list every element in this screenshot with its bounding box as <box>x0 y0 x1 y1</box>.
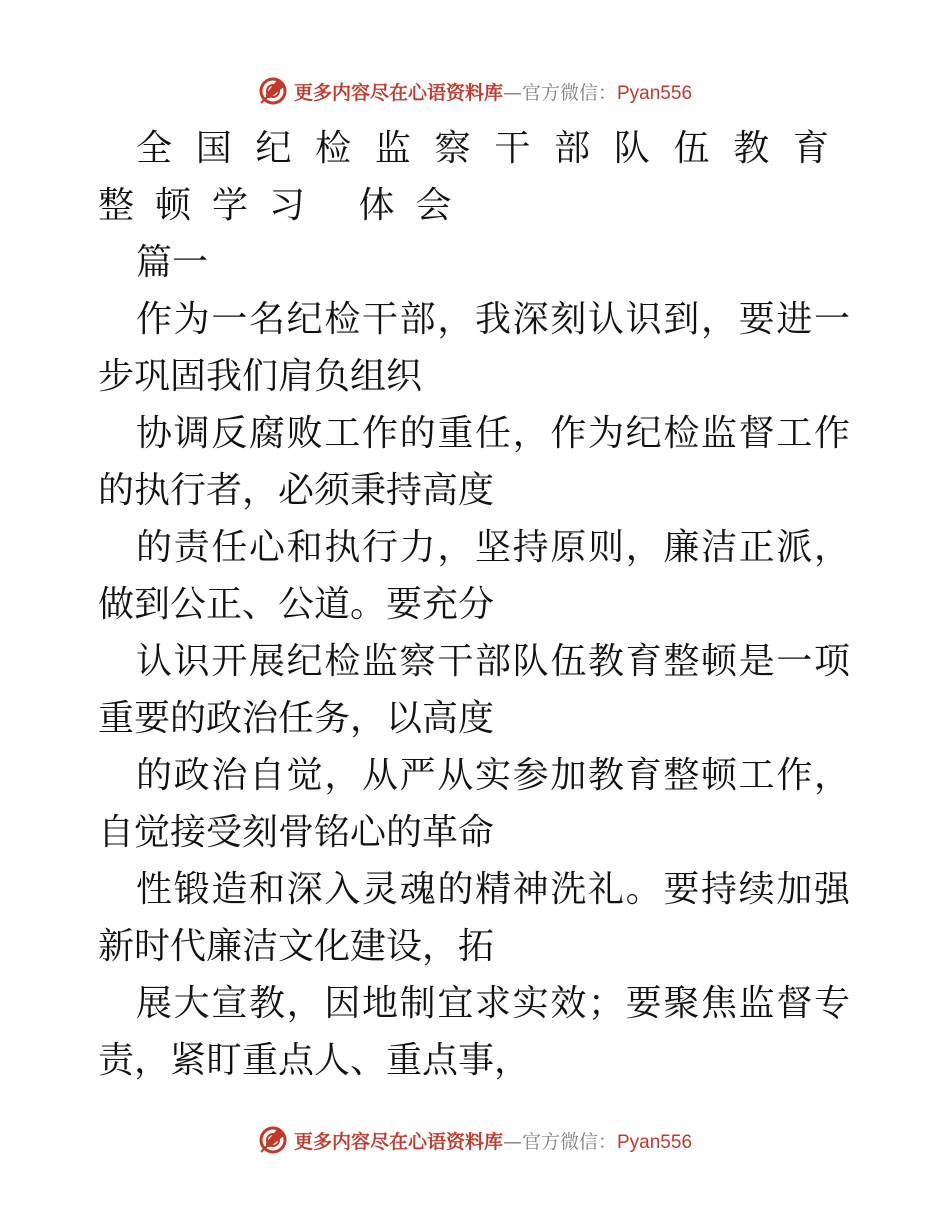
paragraph: 的责任心和执行力，坚持原则，廉洁正派，做到公正、公道。要充分 <box>98 527 850 625</box>
watermark-official-label: 官方微信： <box>521 81 617 104</box>
footer-watermark <box>0 1120 950 1160</box>
header-watermark <box>0 71 950 111</box>
watermark-text <box>294 78 692 105</box>
paragraph: 作为一名纪检干部，我深刻认识到，要进一步巩固我们肩负组织 <box>98 299 850 397</box>
watermark-brand: 更多内容尽在心语资料库 <box>293 1130 503 1153</box>
paragraph: 认识开展纪检监察干部队伍教育整顿是一项重要的政治任务，以高度 <box>98 641 850 739</box>
watermark-dash: — <box>502 1130 522 1153</box>
paragraph: 性锻造和深入灵魂的精神洗礼。要持续加强新时代廉洁文化建设，拓 <box>98 869 850 967</box>
watermark-wechat-id: Pyan556 <box>617 1131 693 1153</box>
watermark-dash: — <box>502 81 522 104</box>
paragraph: 的政治自觉，从严从实参加教育整顿工作，自觉接受刻骨铭心的革命 <box>98 755 850 853</box>
document-body <box>98 120 850 1089</box>
watermark-official-label: 官方微信： <box>521 1130 617 1153</box>
pen-logo-icon <box>258 1125 288 1155</box>
section-heading: 篇一 <box>136 242 209 283</box>
paragraph: 协调反腐败工作的重任，作为纪检监督工作的执行者，必须秉持高度 <box>98 413 850 511</box>
document-title: 全国纪检监察干部队伍教育整顿学习 体会 <box>98 128 850 226</box>
watermark-text <box>294 1127 692 1154</box>
paragraph: 展大宣教，因地制宜求实效；要聚焦监督专责，紧盯重点人、重点事， <box>98 983 850 1081</box>
watermark-brand: 更多内容尽在心语资料库 <box>293 81 503 104</box>
watermark-wechat-id: Pyan556 <box>617 82 693 104</box>
pen-logo-icon <box>258 76 288 106</box>
